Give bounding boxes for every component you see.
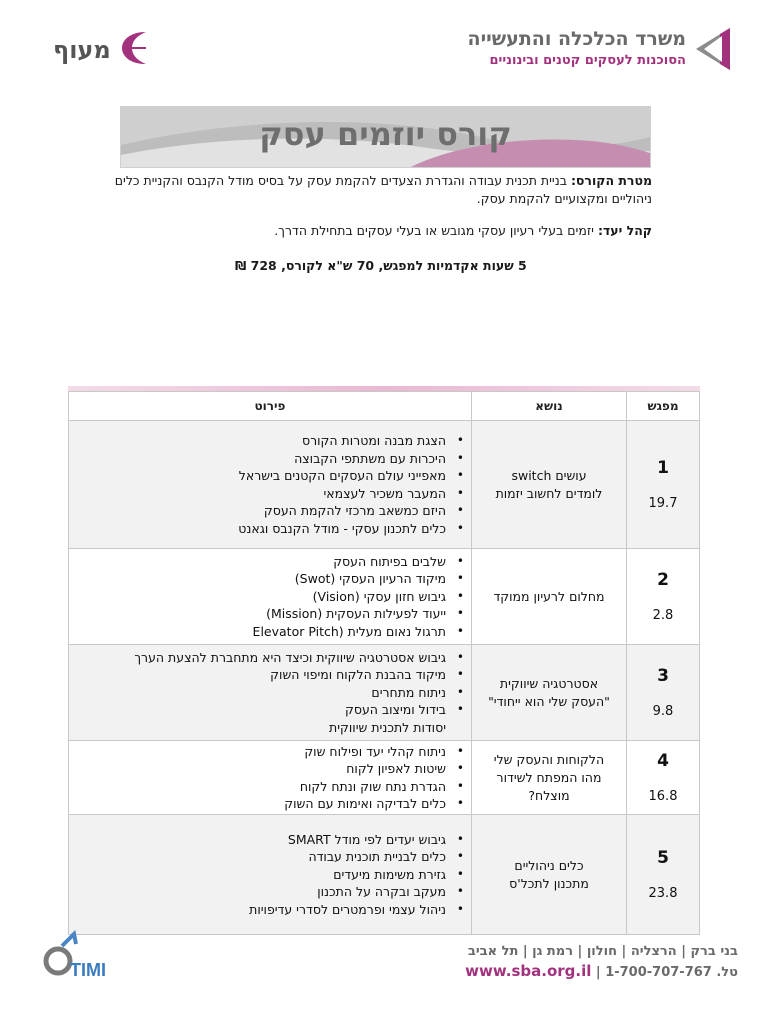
header-meeting: מפגש [627,392,700,421]
details-cell [69,421,472,549]
topic-cell [472,549,627,645]
maof-logo-icon [116,28,156,68]
ministry-header [468,28,686,68]
list-item: • מיקוד הרעיון העסקי (Swot) [70,570,446,588]
list-item: • בידול ומיצוב העסק [70,701,446,719]
meeting-number: 4 [657,751,669,771]
maof-logo-text: מעוף [53,36,111,64]
meeting-number: 3 [657,666,669,686]
meeting-hours: 9.8 [652,704,674,719]
topic-cell [472,421,627,549]
details-cell [69,815,472,935]
course-hours-price: 5 שעות אקדמיות למפגש, 70 ש"א לקורס, 728 ₪ [235,258,527,273]
contact-line [465,962,738,980]
list-item: • תרגול נאום מעלית (Elevator Pitch [70,623,446,641]
goal-text: בניית תכנית עבודה והגדרת הצעדים להקמת עסק על בסיס מודל הקנבס והקניית כלים ניהוליים ומקצועיים להקמת עסק. [114,173,652,206]
list-item: • כלים לבדיקה ואימות עם השוק [70,795,446,813]
branch-list: בני ברק | הרצליה | חולון | רמת גן | תל אביב [467,944,738,959]
list-item: • המעבר משכיר לעצמאי [70,485,446,503]
list-item: • גיבוש חזון עסקי (Vision) [70,588,446,606]
list-item: • כלים לתכנון עסקי - מודל הקנבס וגאנט [70,520,446,538]
list-item: • כלים לבניית תוכנית עבודה [70,848,446,866]
phone: טל. 1-700-707-767 [605,965,738,980]
meeting-hours: 19.7 [648,496,678,511]
list-item: • מעקב ובקרה על התכנון [70,883,446,901]
course-goal [92,172,652,208]
list-item: יסודות לתכנית שיווקית [329,719,446,735]
ministry-logo-icon [692,26,736,72]
website-link[interactable]: www.sba.org.il [465,962,592,980]
timi-logo [40,930,120,980]
details-list [70,831,470,919]
topic-line: מתכנון לתכל'ס [509,875,589,891]
list-item: • הגדרת נתח שוק ונתח לקוח [70,778,446,796]
timi-logo-text: TIMI [70,960,106,980]
topic-line: עושים switch [511,467,587,483]
meeting-number: 2 [657,570,669,590]
topic-line: לומדים לחשוב יזמות [495,485,603,501]
details-cell [69,741,472,815]
topic-line: "העסק שלי הוא ייחודי" [488,693,610,709]
table-row [69,645,700,741]
header-details: פירוט [69,392,472,421]
target-audience [92,222,652,240]
table-row [69,741,700,815]
list-item: • מאפייני עולם העסקים הקטנים בישראל [70,467,446,485]
details-cell [69,645,472,741]
list-item: • גזירת משימות מיעדים [70,866,446,884]
meeting-hours: 23.8 [648,886,678,901]
details-list [70,432,470,537]
meeting-number: 1 [657,458,669,478]
meeting-hours: 2.8 [652,608,674,623]
goal-label: מטרת הקורס: [570,173,652,188]
topic-line: הלקוחות והעסק שלי [493,751,605,767]
details-cell [69,549,472,645]
meeting-cell [627,549,700,645]
table-row [69,549,700,645]
list-item: • היכרות עם משתתפי הקבוצה [70,450,446,468]
separator: | [591,965,606,980]
topic-line: מחלום לרעיון ממוקד [493,588,605,604]
topic-line: אסטרטגיה שיווקית [499,675,599,691]
schedule-table [68,391,700,935]
audience-label: קהל יעד: [597,223,652,238]
header-topic: נושא [472,392,627,421]
list-item: • מיקוד בהבנת הלקוח ומיפוי השוק [70,666,446,684]
table-row [69,421,700,549]
topic-cell [472,741,627,815]
topic-line: כלים ניהוליים [514,857,584,873]
meeting-cell [627,421,700,549]
meeting-cell [627,645,700,741]
list-item: • ייעוד לפעילות העסקית (Mission) [70,605,446,623]
course-title: קורס יוזמים עסק [259,115,512,153]
table-header-row [69,392,700,421]
list-item: • ניתוח קהלי יעד ופילוח שוק [70,743,446,761]
list-item: • שלבים בפיתוח העסק [70,553,446,571]
list-item: • היזם כמשאב מרכזי להקמת העסק [70,502,446,520]
table-row [69,815,700,935]
topic-line: מהו המפתח לשידור [496,769,602,785]
details-list [70,649,470,737]
details-list [70,743,470,813]
course-banner [120,106,651,168]
topic-line: מוצלח? [528,787,570,803]
list-item: • ניהול עצמי ופרמטרים לסדרי עדיפויות [70,901,446,919]
topic-cell [472,645,627,741]
agency-name: הסוכנות לעסקים קטנים ובינוניים [489,53,686,68]
list-item: • הצגת מבנה ומטרות הקורס [70,432,446,450]
topic-cell [472,815,627,935]
list-item: • גיבוש יעדים לפי מודל SMART [70,831,446,849]
details-list [70,553,470,641]
audience-text: יזמים בעלי רעיון עסקי מגובש או בעלי עסקים בתחילת הדרך. [274,223,598,238]
list-item: • ניתוח מתחרים [70,684,446,702]
meeting-hours: 16.8 [648,789,678,804]
meeting-number: 5 [657,848,669,868]
list-item: • גיבוש אסטרטגיה שיווקית וכיצד היא מתחברת להצעת הערך [70,649,446,667]
ministry-name: משרד הכלכלה והתעשייה [467,28,686,50]
meeting-cell [627,815,700,935]
meeting-cell [627,741,700,815]
list-item: • שיטות לאפיון לקוח [70,760,446,778]
